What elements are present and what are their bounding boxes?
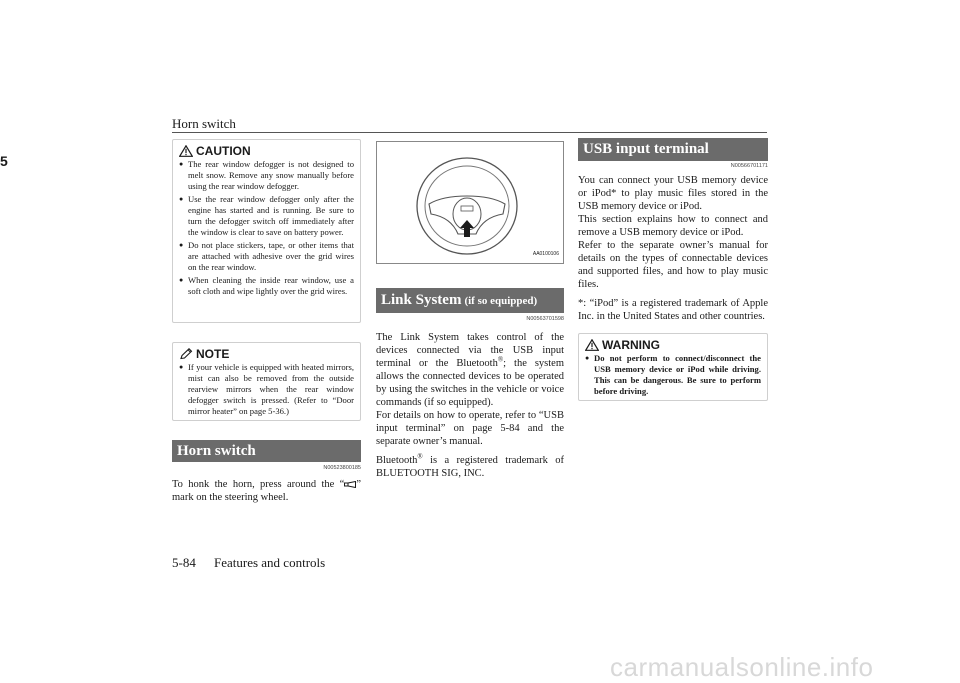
registered-mark: ®	[497, 355, 504, 364]
link-system-body	[376, 331, 564, 480]
horn-switch-code: N00523800185	[323, 465, 361, 471]
warning-label: WARNING	[602, 338, 660, 352]
footer-section-name: Features and controls	[214, 555, 326, 570]
link-system-header	[376, 288, 564, 313]
chapter-tab: 5	[0, 153, 8, 169]
horn-switch-header	[172, 440, 361, 462]
usb-input-terminal-title: USB input terminal	[583, 141, 709, 157]
warning-triangle-icon	[585, 339, 599, 351]
caution-label: CAUTION	[196, 144, 251, 158]
link-system-paragraph-3	[376, 454, 564, 480]
header-rule	[172, 132, 767, 133]
caution-item: ● The rear window defogger is not designed to melt snow. Remove any snow manually before using the rear window defogger.	[179, 159, 354, 192]
link-system-paragraph-2: For details on how to operate, refer to “USB input terminal” on page 5-84 and the separate owner’s manual.	[376, 410, 564, 447]
usb-paragraph-2: This section explains how to connect and remove a USB memory device or iPod.	[578, 214, 768, 238]
note-item: ● If your vehicle is equipped with heated mirrors, mist can also be removed from the outside rearview mirrors when the rear window defogger switch is pressed. (Refer to “Door mirror heater” on page 5-36.)	[179, 362, 354, 417]
caution-box	[172, 139, 361, 323]
warning-item: ● Do not perform to connect/disconnect the USB memory device or iPod while driving. This can be dangerous. Be sure to perform before driving.	[585, 353, 761, 397]
pencil-icon	[179, 348, 193, 360]
usb-paragraph-3: Refer to the separate owner’s manual for details on the types of connectable devices and supported files, and how to play music files.	[578, 240, 768, 290]
caution-item: ● Do not place stickers, tape, or other items that are attached with adhesive over the grid wires on the rear window.	[179, 240, 354, 273]
warning-box	[578, 333, 768, 401]
page-header-title: Horn switch	[172, 116, 236, 131]
usb-footnote: *: “iPod” is a registered trademark of Apple Inc. in the United States and other countries.	[578, 298, 768, 322]
horn-switch-title: Horn switch	[177, 442, 256, 459]
watermark: carmanualsonline.info	[610, 652, 874, 682]
horn-switch-text	[172, 478, 361, 504]
note-list	[179, 362, 354, 417]
link-p3a: Bluetooth	[376, 455, 418, 466]
horn-mark-icon	[344, 481, 356, 488]
usb-input-terminal-header	[578, 138, 768, 161]
link-p1b: ; the system allows the connected devices to be operated by using the switches in the vehicle or voice commands (if so equipped).	[376, 358, 564, 408]
usb-code: N00566701171	[730, 163, 768, 169]
caution-title	[179, 143, 354, 159]
usb-body	[578, 174, 768, 323]
note-title	[179, 346, 354, 362]
link-system-title: Link System	[381, 292, 462, 308]
usb-paragraph-1: You can connect your USB memory device or iPod* to play music files stored in the USB memory device or iPod.	[578, 175, 768, 212]
link-system-subtitle: (if so equipped)	[464, 294, 538, 307]
link-p1a: The Link System takes control of the devices connected via the USB input terminal or the Bluetooth	[376, 332, 564, 369]
horn-text-before: To honk the horn, press around the “	[172, 479, 345, 490]
warning-triangle-icon	[179, 145, 193, 157]
horn-text-after: ” mark on the steering wheel.	[172, 479, 361, 503]
link-system-code: N00563701598	[526, 316, 564, 322]
note-box	[172, 342, 361, 421]
note-label: NOTE	[196, 347, 230, 361]
warning-list	[585, 353, 761, 397]
warning-title	[585, 337, 761, 353]
caution-list	[179, 159, 354, 297]
link-p3b: is a registered trademark of BLUETOOTH SIG, INC.	[376, 455, 564, 479]
caution-item: ● Use the rear window defogger only after the engine has started and is running. Be sure to turn the defogger switch off immediately after the window is clear to save on battery power.	[179, 194, 354, 238]
caution-item: ● When cleaning the inside rear window, use a soft cloth and wipe lightly over the grid wires.	[179, 275, 354, 297]
link-system-paragraph-1	[376, 331, 564, 409]
footer-page-number: 5-84	[172, 555, 196, 570]
registered-mark: ®	[417, 452, 423, 461]
steering-wheel-icon	[377, 142, 563, 263]
illustration-code: AA0100106	[532, 251, 559, 257]
steering-wheel-illustration	[376, 141, 564, 264]
